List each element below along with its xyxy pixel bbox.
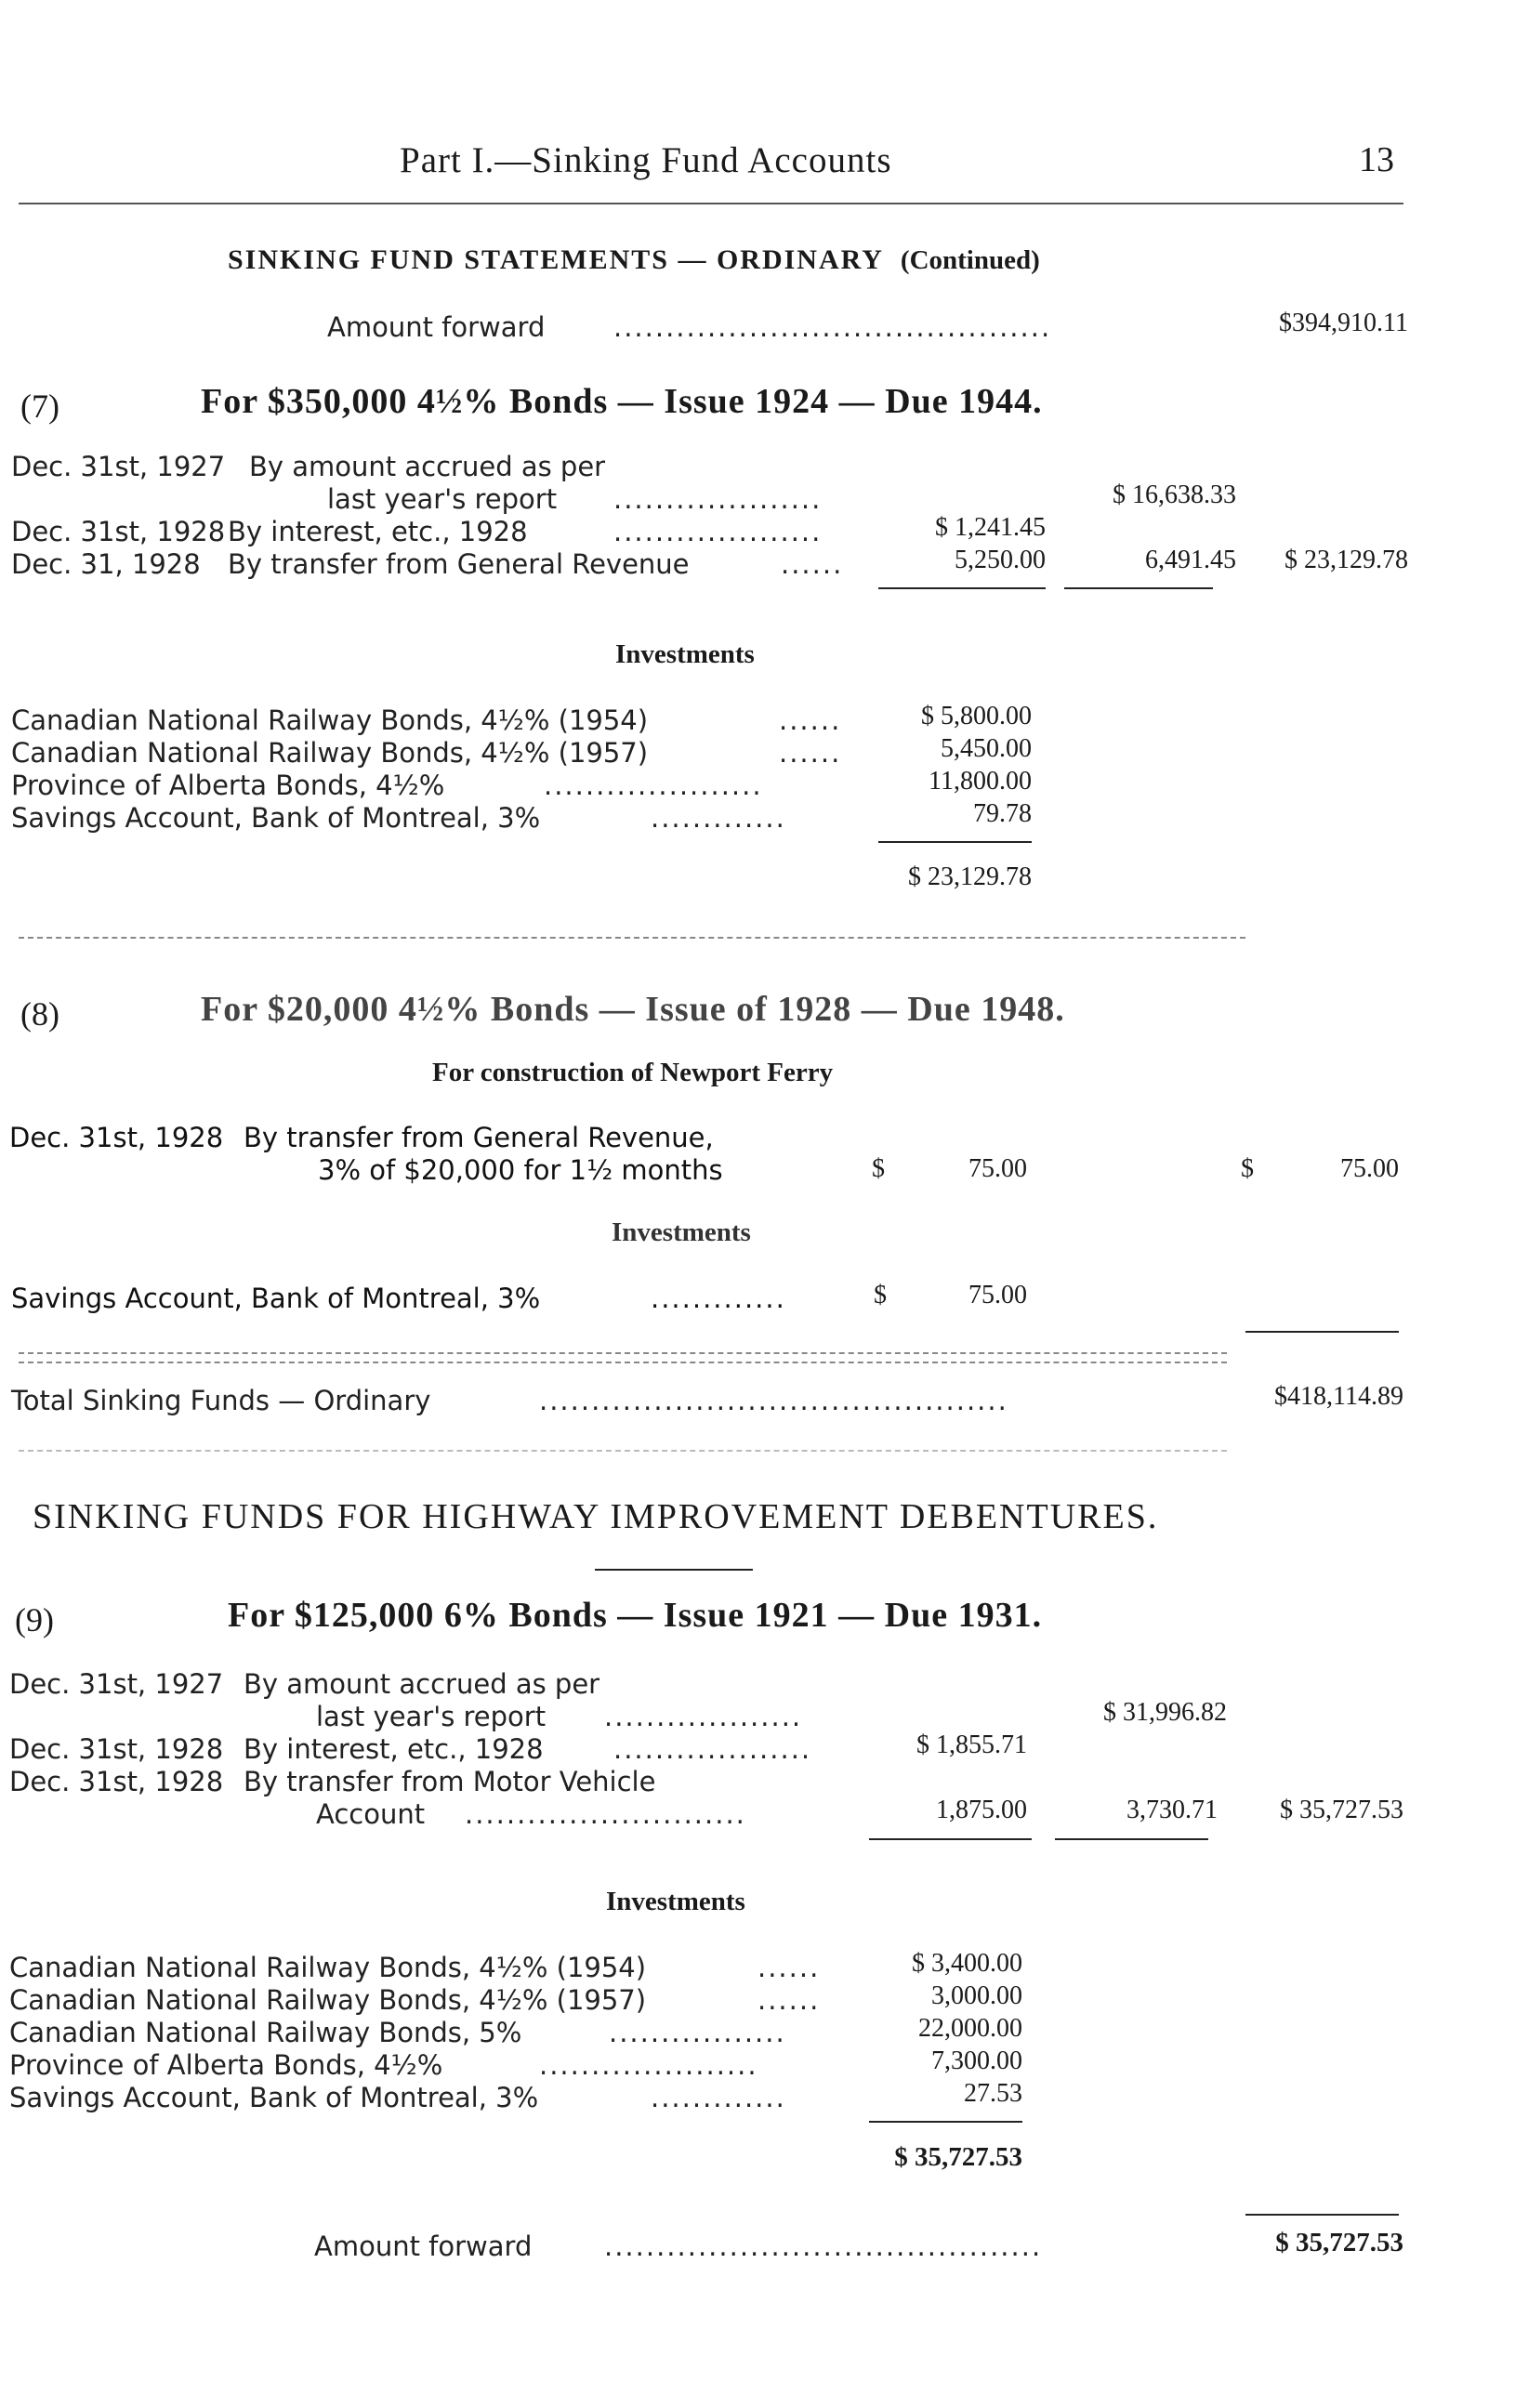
row-col3: $ 23,129.78 <box>1284 546 1408 574</box>
amount-forward-value: $394,910.11 <box>1279 309 1408 337</box>
amount-forward-value: $ 35,727.53 <box>1275 2228 1403 2257</box>
section-7-title: For $350,000 4½% Bonds — Issue 1924 — Due 1944. <box>201 382 1043 421</box>
investment-label: Savings Account, Bank of Montreal, 3% <box>9 2082 539 2113</box>
leader-dots: ............. <box>651 802 786 834</box>
row-desc: By amount accrued as per <box>249 451 606 482</box>
page-number: 13 <box>1359 140 1394 179</box>
section-8-number: (8) <box>20 995 59 1033</box>
row-desc: By transfer from General Revenue <box>228 548 690 580</box>
statement-heading <box>228 244 1040 276</box>
row-desc-cont: Account <box>316 1798 426 1830</box>
leader-dots: ........................... <box>465 1798 746 1830</box>
investment-value: 3,000.00 <box>931 1981 1022 2010</box>
amount-forward-label: Amount forward <box>314 2230 533 2262</box>
row-desc-cont: last year's report <box>327 483 558 515</box>
investment-label: Province of Alberta Bonds, 4½% <box>11 770 445 801</box>
running-header: Part I.—Sinking Fund Accounts <box>400 140 892 180</box>
row-desc-cont: 3% of $20,000 for 1½ months <box>318 1154 723 1186</box>
row-desc: By amount accrued as per <box>244 1668 600 1700</box>
leader-dots: ...... <box>781 548 844 580</box>
leader-dots: ..................... <box>539 2049 758 2081</box>
investment-total: $ 35,727.53 <box>894 2142 1022 2172</box>
total-rule <box>869 2121 1022 2123</box>
investment-value: $ 5,800.00 <box>921 702 1032 730</box>
row-col1: 5,250.00 <box>955 546 1046 574</box>
row-col3: $ 35,727.53 <box>1280 1796 1403 1824</box>
total-rule <box>878 587 1046 589</box>
total-rule <box>1245 1331 1399 1333</box>
row-col2: 6,491.45 <box>1145 546 1236 574</box>
row-col1: $ 1,855.71 <box>916 1730 1027 1759</box>
total-ordinary-label: Total Sinking Funds — Ordinary <box>11 1385 431 1416</box>
highway-heading: SINKING FUNDS FOR HIGHWAY IMPROVEMENT DEBENTURES. <box>33 1497 1159 1536</box>
leader-dots: .......................................... <box>604 2230 1043 2262</box>
heading-suffix: (Continued) <box>900 245 1040 275</box>
leader-dots: ...... <box>779 737 842 769</box>
leader-dots: .................... <box>613 483 823 515</box>
row-col3: 75.00 <box>1340 1154 1399 1183</box>
row-col1: 75.00 <box>968 1154 1027 1183</box>
col1-symbol: $ <box>872 1154 885 1183</box>
row-col1: 1,875.00 <box>936 1796 1027 1824</box>
total-rule <box>869 1838 1032 1840</box>
section-divider <box>19 1362 1227 1363</box>
row-desc: By transfer from Motor Vehicle <box>244 1766 656 1797</box>
total-ordinary-value: $418,114.89 <box>1274 1382 1403 1411</box>
leader-dots: ..................... <box>544 770 763 801</box>
section-divider <box>19 937 1245 939</box>
row-date: Dec. 31, 1928 <box>11 548 201 580</box>
section-9-number: (9) <box>15 1601 54 1638</box>
section-divider <box>19 1450 1227 1452</box>
section-divider <box>19 1352 1227 1354</box>
investment-symbol: $ <box>874 1281 887 1309</box>
investment-label: Savings Account, Bank of Montreal, 3% <box>11 1283 541 1314</box>
leader-dots: ............. <box>651 1283 786 1314</box>
investment-value: 79.78 <box>973 799 1032 828</box>
section-8-subtitle: For construction of Newport Ferry <box>432 1058 834 1087</box>
investment-value: 7,300.00 <box>931 2046 1022 2075</box>
leader-dots: ...... <box>758 1952 821 1983</box>
leader-dots: ...... <box>758 1984 821 2016</box>
investment-label: Canadian National Railway Bonds, 4½% (1957) <box>11 737 649 769</box>
investment-value: 22,000.00 <box>918 2014 1022 2043</box>
section-9-title: For $125,000 6% Bonds — Issue 1921 — Due 1931. <box>228 1596 1043 1635</box>
total-rule <box>878 841 1032 843</box>
investment-value: $ 3,400.00 <box>912 1949 1022 1978</box>
row-col2: $ 16,638.33 <box>1113 480 1236 509</box>
heading-rule <box>595 1569 753 1571</box>
investment-label: Canadian National Railway Bonds, 4½% (1954) <box>11 704 649 736</box>
investment-label: Canadian National Railway Bonds, 4½% (1957) <box>9 1984 647 2016</box>
investment-total: $ 23,129.78 <box>908 862 1032 891</box>
investment-label: Province of Alberta Bonds, 4½% <box>9 2049 443 2081</box>
row-col2: $ 31,996.82 <box>1103 1698 1227 1727</box>
amount-forward-label: Amount forward <box>327 311 546 343</box>
row-col2: 3,730.71 <box>1126 1796 1218 1824</box>
row-desc: By interest, etc., 1928 <box>244 1733 544 1765</box>
investment-value: 11,800.00 <box>929 767 1032 796</box>
section-7-number: (7) <box>20 388 59 425</box>
row-date: Dec. 31st, 1927 <box>11 451 226 482</box>
row-date: Dec. 31st, 1928 <box>11 516 226 547</box>
leader-dots: ...... <box>779 704 842 736</box>
investment-value: 5,450.00 <box>941 734 1032 763</box>
row-date: Dec. 31st, 1928 <box>9 1733 224 1765</box>
row-desc: By interest, etc., 1928 <box>228 516 528 547</box>
total-rule <box>1245 2214 1399 2216</box>
leader-dots: ................... <box>604 1701 803 1732</box>
total-rule <box>1064 587 1213 589</box>
col3-symbol: $ <box>1241 1154 1254 1183</box>
row-col1: $ 1,241.45 <box>935 513 1046 542</box>
row-date: Dec. 31st, 1928 <box>9 1766 224 1797</box>
investment-label: Savings Account, Bank of Montreal, 3% <box>11 802 541 834</box>
investment-value: 75.00 <box>968 1281 1027 1309</box>
leader-dots: ................... <box>613 1733 812 1765</box>
investment-label: Canadian National Railway Bonds, 4½% (1954) <box>9 1952 647 1983</box>
row-date: Dec. 31st, 1927 <box>9 1668 224 1700</box>
total-rule <box>1055 1838 1208 1840</box>
investment-label: Canadian National Railway Bonds, 5% <box>9 2017 522 2048</box>
leader-dots: ............. <box>651 2082 786 2113</box>
leader-dots: ............................................. <box>539 1385 1008 1416</box>
heading-text: SINKING FUND STATEMENTS — ORDINARY <box>228 244 884 275</box>
row-desc: By transfer from General Revenue, <box>244 1122 714 1153</box>
investments-heading: Investments <box>606 1887 745 1916</box>
investments-heading: Investments <box>615 639 755 669</box>
section-8-title: For $20,000 4½% Bonds — Issue of 1928 — Due 1948. <box>201 990 1065 1029</box>
row-date: Dec. 31st, 1928 <box>9 1122 224 1153</box>
leader-dots: .................... <box>613 516 823 547</box>
investment-value: 27.53 <box>964 2079 1022 2108</box>
row-desc-cont: last year's report <box>316 1701 547 1732</box>
investments-heading: Investments <box>612 1217 751 1247</box>
leader-dots: .......................................... <box>613 311 1052 343</box>
leader-dots: ................. <box>609 2017 786 2048</box>
header-rule <box>19 203 1403 204</box>
